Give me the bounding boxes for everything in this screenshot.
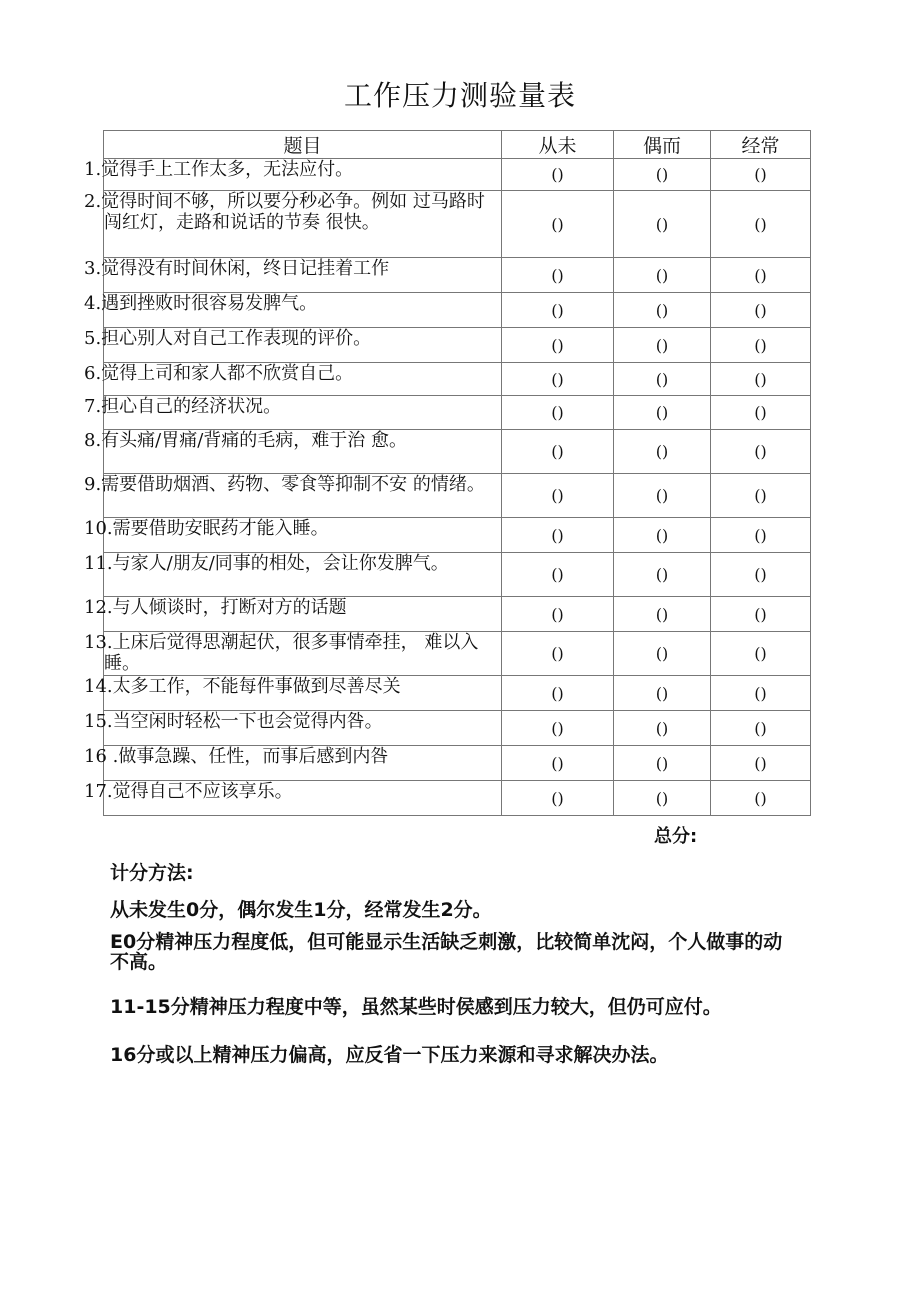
- table-row: [104, 191, 811, 258]
- table-row: [104, 553, 811, 597]
- answer-occasionally-choice[interactable]: (): [614, 293, 711, 328]
- table-row: [104, 632, 811, 676]
- answer-never-choice[interactable]: (): [502, 518, 614, 553]
- answer-often-choice[interactable]: (): [711, 258, 811, 293]
- answer-never-choice[interactable]: (): [502, 363, 614, 396]
- question-text: 4.遇到挫败时很容易发脾气。: [104, 293, 502, 328]
- table-row: [104, 430, 811, 474]
- answer-often-choice[interactable]: (): [711, 191, 811, 258]
- answer-occasionally-choice[interactable]: (): [614, 430, 711, 474]
- answer-often-choice[interactable]: (): [711, 430, 811, 474]
- answer-often-choice[interactable]: (): [711, 159, 811, 191]
- answer-occasionally-choice[interactable]: (): [614, 518, 711, 553]
- answer-occasionally-choice[interactable]: (): [614, 746, 711, 781]
- question-text: 3.觉得没有时间休闲，终日记挂着工作: [104, 258, 502, 293]
- answer-occasionally-choice[interactable]: (): [614, 711, 711, 746]
- scoring-rule-points: 从未发生0分，偶尔发生1分，经常发生2分。: [110, 899, 492, 921]
- answer-never-choice[interactable]: (): [502, 676, 614, 711]
- table-row: [104, 711, 811, 746]
- answer-often-choice[interactable]: (): [711, 597, 811, 632]
- answer-occasionally-choice[interactable]: (): [614, 632, 711, 676]
- header-question: 题目: [104, 131, 502, 159]
- answer-never-choice[interactable]: (): [502, 258, 614, 293]
- scoring-rule-medium: 11-15分精神压力程度中等，虽然某些时侯感到压力较大，但仍可应付。: [110, 996, 722, 1018]
- answer-occasionally-choice[interactable]: (): [614, 781, 711, 816]
- answer-never-choice[interactable]: (): [502, 430, 614, 474]
- question-text: 14.太多工作，不能每件事做到尽善尽关: [104, 676, 502, 711]
- answer-never-choice[interactable]: (): [502, 328, 614, 363]
- answer-occasionally-choice[interactable]: (): [614, 597, 711, 632]
- answer-often-choice[interactable]: (): [711, 781, 811, 816]
- answer-often-choice[interactable]: (): [711, 746, 811, 781]
- question-text: 10.需要借助安眠药才能入睡。: [104, 518, 502, 553]
- answer-occasionally-choice[interactable]: (): [614, 474, 711, 518]
- answer-occasionally-choice[interactable]: (): [614, 553, 711, 597]
- question-text: 9.需要借助烟酒、药物、零食等抑制不安 的情绪。: [104, 474, 502, 518]
- question-text: 6.觉得上司和家人都不欣赏自己。: [104, 363, 502, 396]
- scoring-rule-low: E0分精神压力程度低，但可能显示生活缺乏刺激，比较简单沈闷，个人做事的动不高。: [110, 931, 783, 973]
- answer-occasionally-choice[interactable]: (): [614, 191, 711, 258]
- page-title: 工作压力测验量表: [343, 79, 576, 112]
- question-text: 7.担心自己的经济状况。: [104, 396, 502, 430]
- question-text: 8.有头痛/胃痛/背痛的毛病，难于治 愈。: [104, 430, 502, 474]
- table-row: [104, 293, 811, 328]
- answer-often-choice[interactable]: (): [711, 553, 811, 597]
- table-row: [104, 597, 811, 632]
- table-row: [104, 396, 811, 430]
- answer-never-choice[interactable]: (): [502, 293, 614, 328]
- question-text: 17.觉得自己不应该享乐。: [104, 781, 502, 816]
- answer-often-choice[interactable]: (): [711, 632, 811, 676]
- question-text: 5.担心别人对自己工作表现的评价。: [104, 328, 502, 363]
- table-row: [104, 474, 811, 518]
- answer-often-choice[interactable]: (): [711, 518, 811, 553]
- answer-often-choice[interactable]: (): [711, 676, 811, 711]
- answer-occasionally-choice[interactable]: (): [614, 396, 711, 430]
- answer-often-choice[interactable]: (): [711, 711, 811, 746]
- scoring-rule-high: 16分或以上精神压力偏高，应反省一下压力来源和寻求解决办法。: [110, 1044, 669, 1066]
- answer-often-choice[interactable]: (): [711, 293, 811, 328]
- answer-never-choice[interactable]: (): [502, 396, 614, 430]
- scoring-heading: 计分方法:: [110, 862, 194, 884]
- table-row: [104, 676, 811, 711]
- answer-occasionally-choice[interactable]: (): [614, 159, 711, 191]
- answer-often-choice[interactable]: (): [711, 474, 811, 518]
- answer-never-choice[interactable]: (): [502, 597, 614, 632]
- answer-occasionally-choice[interactable]: (): [614, 258, 711, 293]
- header-occasionally: 偶而: [614, 131, 711, 159]
- question-text: 15.当空闲时轻松一下也会觉得内咎。: [104, 711, 502, 746]
- table-row: [104, 363, 811, 396]
- total-score-label: 总分:: [654, 826, 698, 847]
- header-often: 经常: [711, 131, 811, 159]
- question-text: 12.与人倾谈时，打断对方的话题: [104, 597, 502, 632]
- answer-never-choice[interactable]: (): [502, 632, 614, 676]
- answer-never-choice[interactable]: (): [502, 746, 614, 781]
- table-row: [104, 258, 811, 293]
- answer-occasionally-choice[interactable]: (): [614, 363, 711, 396]
- answer-often-choice[interactable]: (): [711, 396, 811, 430]
- table-row: [104, 746, 811, 781]
- answer-never-choice[interactable]: (): [502, 711, 614, 746]
- question-text: 11.与家人/朋友/同事的相处，会让你发脾气。: [104, 553, 502, 597]
- header-never: 从未: [502, 131, 614, 159]
- answer-never-choice[interactable]: (): [502, 474, 614, 518]
- question-text: 1.觉得手上工作太多，无法应付。: [104, 159, 502, 191]
- question-text: 2.觉得时间不够，所以要分秒必争。例如 过马路时闯红灯，走路和说话的节奏 很快。: [104, 191, 502, 258]
- answer-never-choice[interactable]: (): [502, 191, 614, 258]
- question-text: 16 .做事急躁、任性，而事后感到内咎: [104, 746, 502, 781]
- answer-often-choice[interactable]: (): [711, 328, 811, 363]
- questionnaire-table: [84, 130, 811, 816]
- table-header-row: [104, 131, 811, 159]
- table-row: [104, 159, 811, 191]
- table-row: [104, 328, 811, 363]
- answer-never-choice[interactable]: (): [502, 781, 614, 816]
- question-text: 13.上床后觉得思潮起伏，很多事情牵挂， 难以入睡。: [104, 632, 502, 676]
- table-row: [104, 781, 811, 816]
- answer-never-choice[interactable]: (): [502, 553, 614, 597]
- answer-never-choice[interactable]: (): [502, 159, 614, 191]
- answer-occasionally-choice[interactable]: (): [614, 328, 711, 363]
- answer-often-choice[interactable]: (): [711, 363, 811, 396]
- answer-occasionally-choice[interactable]: (): [614, 676, 711, 711]
- table-row: [104, 518, 811, 553]
